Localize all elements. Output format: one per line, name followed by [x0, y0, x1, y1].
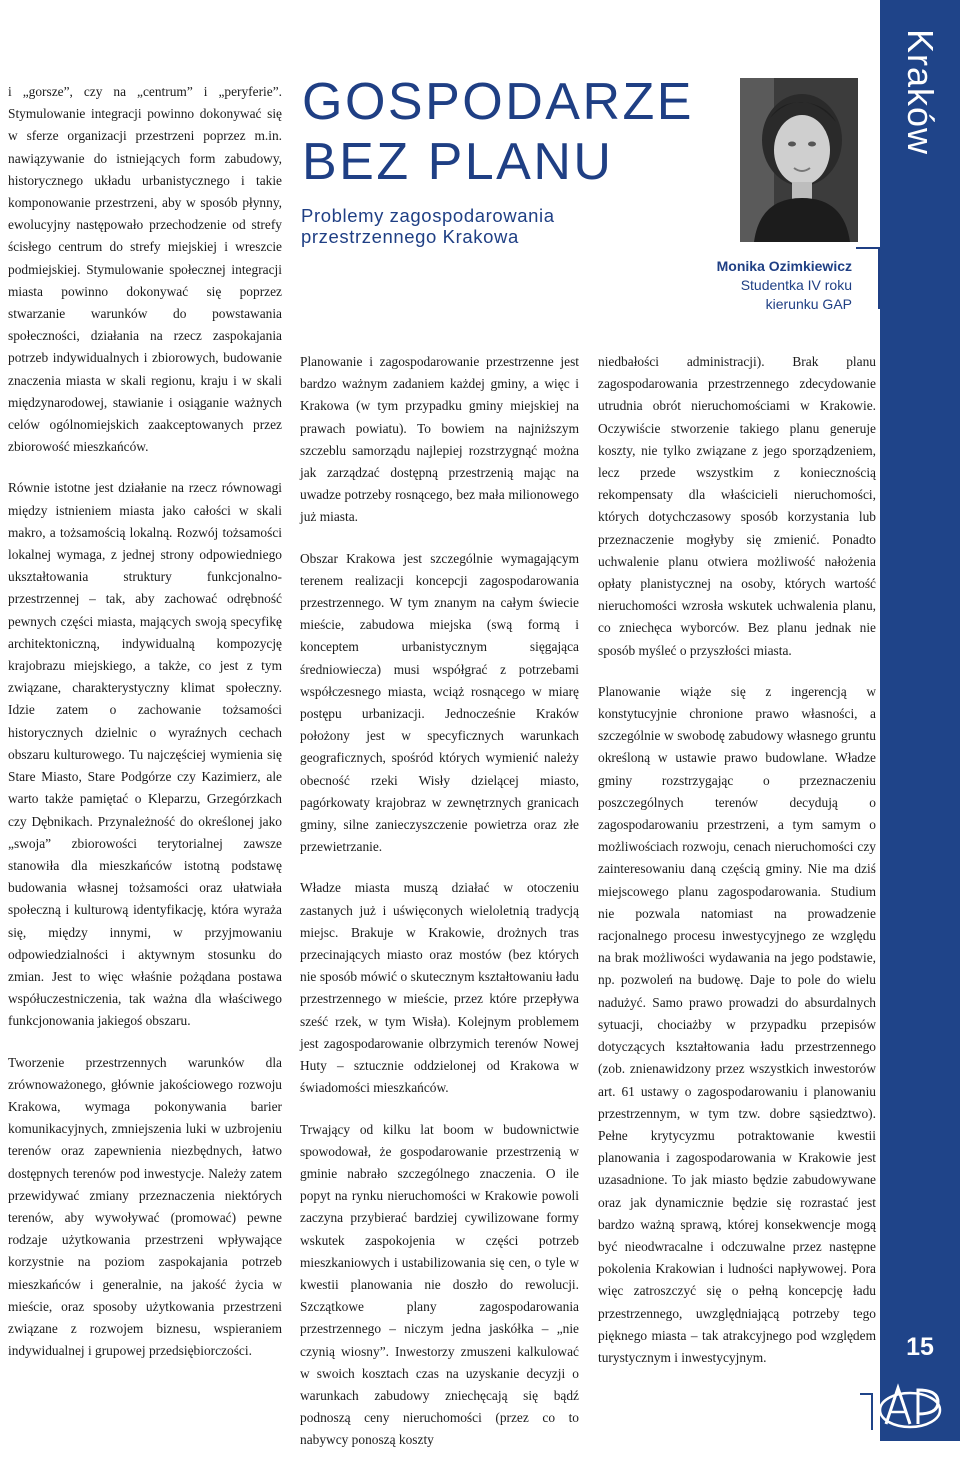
author-photo-illustration	[740, 78, 858, 242]
author-caption	[690, 257, 852, 314]
paragraph: i „gorsze”, czy na „centrum” i „peryferie”. Stymulowanie integracji powinno dokonywać się w sferze organizacji przestrzeni poprzez m.in. nawiązywanie do istniejących form zabudowy, historycznego układu urbanistycznego i takie komponowanie przestrzeni, aby w sposób płynny, ewolucyjny następowało przechodzenie od strefy ścisłego centrum do strefy miejskiej i wreszcie podmiejskiej. Stymulowanie społecznej integracji miasta powinno dokonywać się poprzez stwarzanie warunków do powstawania społeczności, działania na rzecz zaspokajania potrzeb indywidualnych i zbiorowych, budowanie znaczenia miasta w skali regionu, kraju i w skali międzynarodowej, stawianie i osiąganie ważnych celów ogólnomiejskich zaakceptowanych przez zbiorowość mieszkańców.	[8, 84, 282, 455]
paragraph: Trwający od kilku lat boom w budownictwie spowodował, że gospodarowanie przestrzenią w gminie nabrało szczególnego znaczenia. O ile popyt na rynku nieruchomości w Krakowie powoli zaczyna przybierać bardziej cywilizowane formy wskutek zaspokojenia w części potrzeb mieszkaniowych i ustabilizowania się cen, o tyle w kwestii planowania nie doszło do rewolucji. Szczątkowe plany zagospodarowania przestrzennego – niczym jedna jaskółka – „nie czynią wiosny”. Inwestorzy zmuszeni kalkulować w swoich kosztach czas na uzyskanie decyzji o warunkach zabudowy zniechęcają się bądź podnoszą ceny nieruchomości (przez co to nabywcy ponoszą koszty	[300, 1121, 579, 1448]
section-sidebar	[880, 0, 960, 1441]
author-role: Studentka IV roku	[740, 277, 852, 293]
subtitle-line: przestrzennego Krakowa	[301, 226, 519, 247]
subtitle-line: Problemy zagospodarowania	[301, 205, 555, 226]
title-line: GOSPODARZE	[302, 73, 694, 131]
paragraph: Obszar Krakowa jest szczególnie wymagającym terenem realizacji koncepcji zagospodarowania przestrzennego. W tym znanym na całym świecie mieście, zabudowa miejska (swą formą i konceptem urbanistycznym sięgająca średniowiecza) musi współgrać z potrzebami współczesnego miasta, wciąż rosnącego w miarę postępu urbanizacji. Jednocześnie Kraków położony jest w specyficznych warunkach geograficznych, spośród których wymienić należy obecność rzeki Wisły dzielącej miasto, pagórkowaty krajobraz w zewnętrznych granicach gminy, silne zanieczyszczenie powietrza oraz złe przewietrzanie.	[300, 550, 579, 855]
article-title	[302, 72, 742, 192]
article-column-right	[598, 351, 876, 1388]
section-name: Kraków	[900, 28, 941, 156]
paragraph: Planowanie wiąże się z ingerencją w konstytucyjnie chronione prawo własności, a szczególnie w swobodę zabudowy własnego gruntu określoną w ustawie prawo budowlane. Władze gminy rozstrzygając o przeznaczeniu poszczególnych terenów decydują o zagospodarowaniu przestrzeni, a tym samym o możliwościach rozwoju, cenach nieruchomości czy zainteresowaniu daną częścią gminy. Nie ma dziś miejscowego planu zagospodarowania. Studium nie pozwala natomiast na prowadzenie racjonalnego procesu inwestycyjnego ze względu na brak możliwości wydawania na jego podstawie, np. pozwoleń na budowę. Daje to pole do wielu nadużyć. Samo prawo prowadzi do absurdalnych sytuacji, chociażby w przypadku przepisów dotyczących kształtowania ładu przestrzennego (zob. znienawidzony przez wszystkich inwestorów art. 61 ustawy o zagospodarowaniu i planowaniu przestrzennym, w tym tzw. dobre sąsiedztwo). Pełne krytycyzmu potraktowanie kwestii planowania i zagospodarowania w Krakowie jest uzasadnione. To jak miasto będzie zabudowywane oraz jak dynamicznie będzie się rozrastać jest bardzo ważną sprawą, której konsekwencje mogą być nieodwracalne i odczuwalne przez następne pokolenia Krakowian i ludności napływowej. Pora więc zatroszczyć się o pełną koncepcję ładu przestrzennego, uwzględniającą potrzeby tego pięknego miasta – tak atrakcyjnego pod względem turystycznym i inwestycyjnym.	[598, 683, 876, 1365]
gap-logo-text: GAP	[908, 1434, 911, 1435]
section-label	[880, 0, 960, 200]
article-column-middle	[300, 351, 579, 1471]
author-photo	[740, 78, 858, 242]
gap-logo	[858, 1374, 958, 1436]
article-subtitle	[301, 205, 641, 247]
author-name: Monika Ozimkiewicz	[716, 258, 852, 274]
paragraph: Tworzenie przestrzennych warunków dla zrównoważonego, głównie jakościowego rozwoju Krakowa, wymaga pokonywania barier komunikacyjnych, zmniejszenia luki w uzbrojeniu terenów oraz zapewnienia niezbędnych, łatwo dostępnych terenów pod inwestycje. Należy zatem przewidywać zmiany przeznaczenia niektórych terenów, aby wywoływać (promować) pewne rodzaje użytkowania przestrzeni wpływające korzystnie na poziom zaspokajania potrzeb mieszkańców i generalnie, na jakość życia w mieście, oraz sposoby użytkowania przestrzeni związane z rozwojem biznesu, wspieraniem indywidualnej i grupowej przedsiębiorczości.	[8, 1054, 282, 1359]
paragraph: Równie istotne jest działanie na rzecz równowagi między istnieniem miasta jako całości w skali makro, a tożsamością lokalną. Rozwój tożsamości lokalnej wymaga, z jednej strony odpowiedniego ukształtowania struktury funkcjonalno-przestrzennej – tak, aby zachować odrębność pewnych części miasta, mających swoją specyfikę architektoniczną, indywidualną kompozycję krajobrazu miejskiego, a także, co jest z tym związane, charakterystyczny klimat społeczny. Idzie zatem o zachowanie tożsamości historycznych dzielnic o wyraźnych cechach obszaru kulturowego. Tu najczęściej wymienia się Stare Miasto, Stare Podgórze czy Kazimierz, ale warto także pamiętać o Kleparzu, Grzegórzkach czy Dębnikach. Przynależność do określonej jako „swoja” zbiorowości terytorialnej zawsze stanowiła dla mieszkańców istotną podstawę budowania własnej tożsamości oraz ułatwiała społeczną i kulturową identyfikację, która wyraża się, między innymi, w przyjmowaniu odpowiedzialności i aktywnym stosunku do zmian. Jest to więc właśnie pożądana postawa współuczestniczenia, tak ważna dla właściwego funkcjonowania jakiegoś obszaru.	[8, 480, 282, 1029]
title-line: BEZ PLANU	[302, 133, 614, 191]
paragraph: niedbałości administracji). Brak planu zagospodarowania przestrzennego zdecydowanie utrudnia obrót nieruchomościami w Krakowie. Oczywiście stworzenie takiego planu generuje koszty, nie tylko związane z jego sporządzeniem, lecz przede wszystkim z koniecznością rekompensaty dla właścicieli nieruchomości, których dotychczasowy sposób korzystania lub przeznaczenie mogłyby się zmienić. Ponadto uchwalenie planu otwiera możliwość nałożenia opłaty planistycznej na osoby, których wartość nieruchomości wzrosła wskutek uchwalenia planu, co zniechęca wyborców. Bez planu jednak nie sposób myśleć o przyszłości miasta.	[598, 354, 876, 658]
author-role: kierunku GAP	[765, 296, 852, 312]
paragraph: Władze miasta muszą działać w otoczeniu zastanych już i uświęconych wieloletnią tradycją miejsc. Brakuje w Krakowie, drożnych tras przecinających miasto oraz mostów (bez których nie sposób mówić o skutecznym kształtowaniu ładu przestrzennego w mieście, przez które przepływa sześć rzek, w tym Wisła). Kolejnym problemem jest zagospodarowanie olbrzymich terenów Nowej Huty – sztucznie oddzielonej od Krakowa w świadomości mieszkańców.	[300, 880, 579, 1096]
author-bracket-decoration	[856, 247, 880, 309]
article-column-left	[8, 81, 282, 1381]
page-number: 15	[906, 1333, 934, 1361]
paragraph: Planowanie i zagospodarowanie przestrzenne jest bardzo ważnym zadaniem każdej gminy, a więc i Krakowa (w tym przypadku gminy miejskiej na prawach powiatu). To bowiem na najniższym szczeblu samorządu najlepiej rozstrzygnąć można jak zarządzać dostępną przestrzenią mając na uwadze potrzeby rosnącego, bez mała milionowego już miasta.	[300, 354, 579, 525]
